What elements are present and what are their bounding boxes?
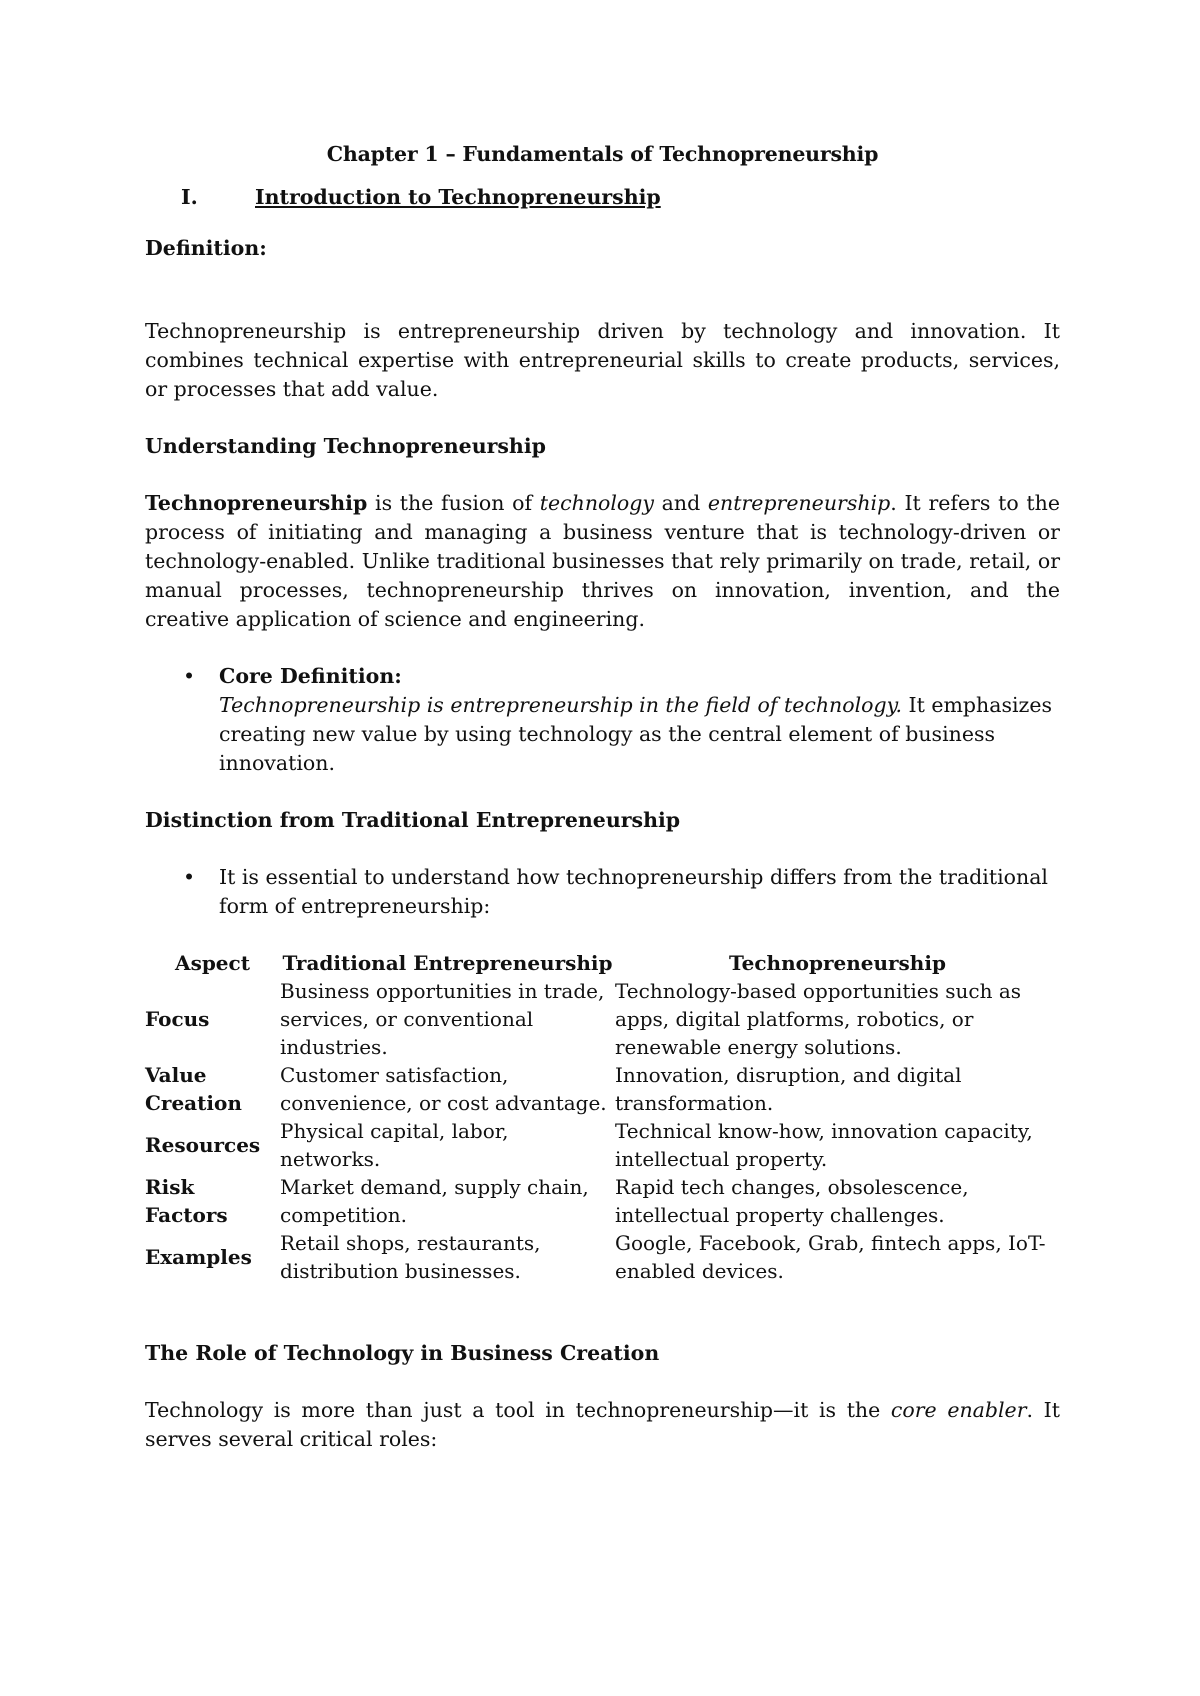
row-technopreneurship: Technology-based opportunities such as apps, digital platforms, robotics, or renewable energy solutions. [615, 979, 1022, 1059]
core-definition-text: It emphasizes creating new value by using technology as the central element of business innovation. [219, 693, 1052, 775]
role-emphasis: core enabler [890, 1398, 1027, 1422]
header-aspect: Aspect [175, 951, 250, 975]
row-traditional: Business opportunities in trade, services, or conventional industries. [280, 979, 605, 1059]
row-aspect: Examples [145, 1245, 252, 1269]
definition-text: Technopreneurship is entrepreneurship driven by technology and innovation. It combines technical expertise with entrepreneurial skills to create products, services, or processes that add value. [145, 319, 1060, 401]
distinction-list [145, 863, 1060, 921]
document-page [145, 140, 1060, 1454]
section-number: I. [181, 185, 198, 209]
row-technopreneurship: Technical know-how, innovation capacity, intellectual property. [615, 1119, 1033, 1171]
term-technology: technology [539, 491, 654, 515]
table-row [145, 1173, 1060, 1229]
row-technopreneurship: Rapid tech changes, obsolescence, intellectual property challenges. [615, 1175, 969, 1227]
comparison-table [145, 949, 1060, 1285]
row-aspect: Risk Factors [145, 1175, 228, 1227]
row-technopreneurship: Innovation, disruption, and digital transformation. [615, 1063, 962, 1115]
row-traditional: Customer satisfaction, convenience, or cost advantage. [280, 1063, 607, 1115]
core-definition-italic: Technopreneurship is entrepreneurship in the field of technology. [219, 693, 902, 717]
distinction-heading: Distinction from Traditional Entrepreneurship [145, 808, 681, 832]
understanding-heading: Understanding Technopreneurship [145, 434, 546, 458]
role-paragraph [145, 1396, 1060, 1454]
row-traditional: Market demand, supply chain, competition. [280, 1175, 589, 1227]
table-row [145, 1061, 1060, 1117]
table-row [145, 1229, 1060, 1285]
list-item [145, 863, 1060, 921]
bullet-icon: • [183, 865, 196, 889]
header-traditional: Traditional Entrepreneurship [282, 951, 613, 975]
table-row [145, 977, 1060, 1061]
role-text-1: Technology is more than just a tool in technopreneurship—it is the [145, 1398, 891, 1422]
distinction-text: It is essential to understand how technopreneurship differs from the traditional form of entrepreneurship: [219, 865, 1048, 918]
role-text-2: . It serves several critical roles: [145, 1398, 1060, 1451]
row-aspect: Resources [145, 1133, 261, 1157]
page-title: Chapter 1 – Fundamentals of Technopreneurship [326, 142, 879, 166]
understanding-text-1: is the fusion of [367, 491, 540, 515]
row-traditional: Retail shops, restaurants, distribution businesses. [280, 1231, 541, 1283]
understanding-text-3: . It refers to the process of initiating and managing a business venture that is technology-driven or technology-enabled. Unlike traditional businesses that rely primarily on trade, retail, or manual processes, technopreneurship thrives on innovation, invention, and the creative application of science and engineering. [145, 491, 1060, 631]
table-row [145, 1117, 1060, 1173]
understanding-text-2: and [653, 491, 708, 515]
term-entrepreneurship: entrepreneurship [707, 491, 891, 515]
section-title: Introduction to Technopreneurship [255, 185, 661, 209]
row-aspect: Value Creation [145, 1063, 242, 1115]
list-item [145, 662, 1060, 778]
core-definition-list [145, 662, 1060, 778]
role-heading: The Role of Technology in Business Creation [145, 1341, 660, 1365]
term-technopreneurship: Technopreneurship [145, 491, 368, 515]
row-technopreneurship: Google, Facebook, Grab, fintech apps, IoT-enabled devices. [615, 1231, 1046, 1283]
understanding-paragraph [145, 489, 1060, 634]
header-technopreneurship: Technopreneurship [729, 951, 946, 975]
table-header-row [145, 949, 1060, 977]
row-traditional: Physical capital, labor, networks. [280, 1119, 509, 1171]
definition-label: Definition: [145, 236, 267, 260]
core-definition-label: Core Definition: [219, 664, 402, 688]
section-heading [145, 183, 1060, 212]
bullet-icon: • [183, 664, 196, 688]
row-aspect: Focus [145, 1007, 210, 1031]
